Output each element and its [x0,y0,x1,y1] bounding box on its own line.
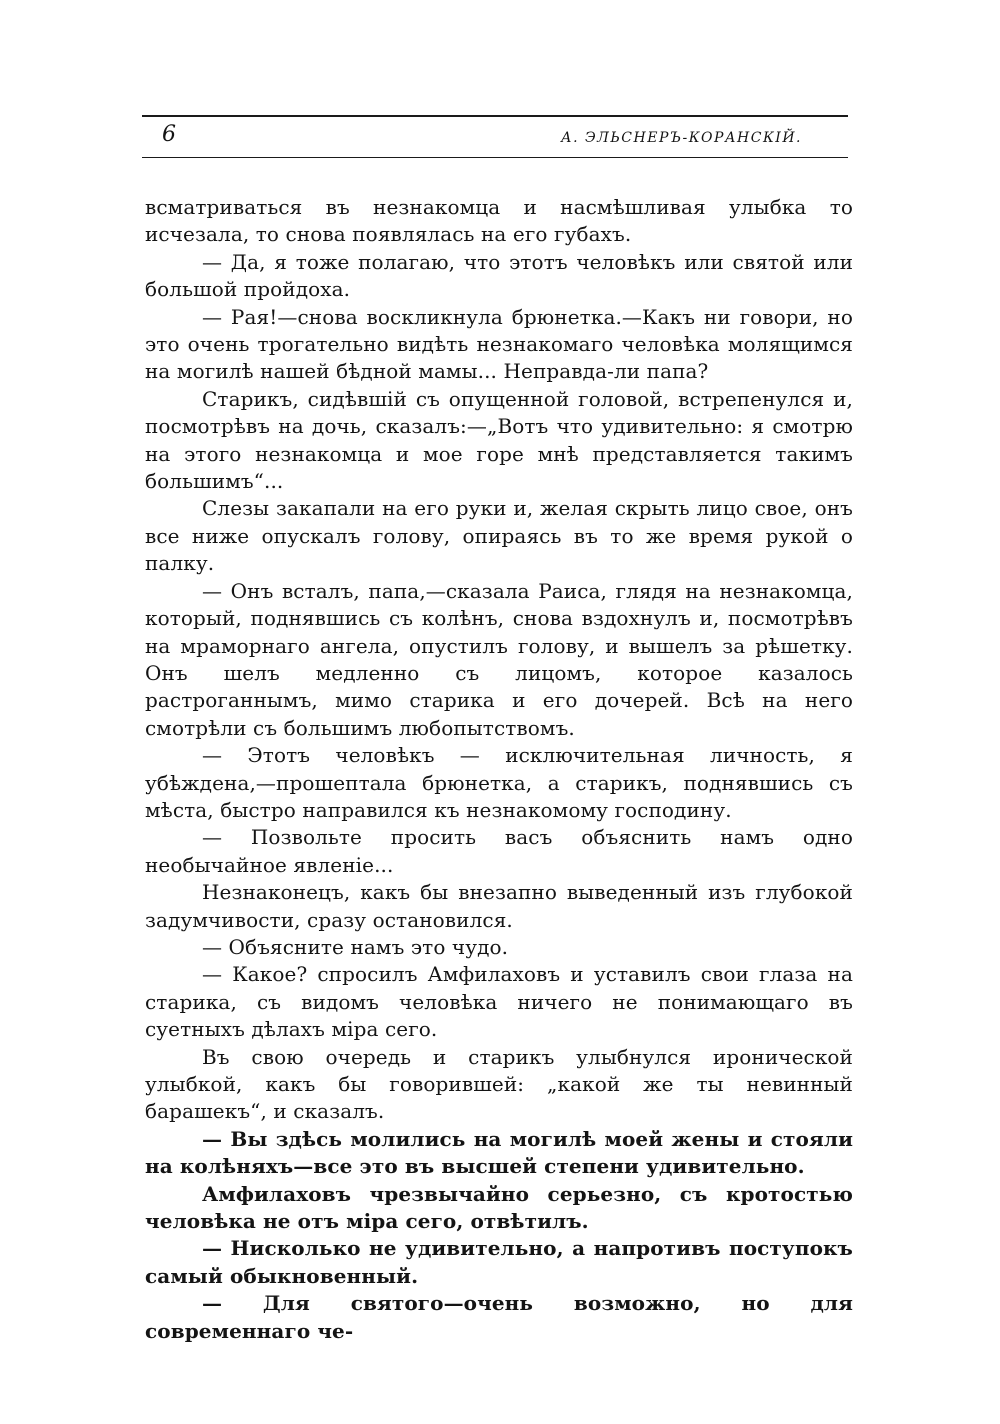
paragraph: Слезы закапали на его руки и, желая скрыть лицо свое, онъ все ниже опускалъ голову, опираясь въ то же время рукой о палку. [145,496,853,576]
paragraph: — Нисколько не удивительно, а напротивъ поступокъ самый обыкновенный. [145,1236,853,1288]
header-rule-bottom [142,157,848,158]
page-number: 6 [162,122,176,147]
paragraph: — Онъ всталъ, папа,—сказала Раиса, глядя на незнакомца, который, поднявшись съ колѣнъ, снова вздохнулъ и, посмотрѣвъ на мраморнаго ангела, опустилъ голову, и вышелъ за рѣшетку. Онъ шелъ медленно съ лицомъ, которое казалось растроганнымъ, мимо старика и его дочерей. Всѣ на него смотрѣли съ большимъ любопытствомъ. [145,578,853,740]
paragraph: — Позвольте просить васъ объяснить намъ одно необычайное явленіе... [145,825,853,877]
paragraph: — Вы здѣсь молились на могилѣ моей жены и стояли на колѣняхъ—все это въ высшей степени удивительно. [145,1126,853,1179]
paragraph: — Да, я тоже полагаю, что этотъ человѣкъ или святой или большой пройдоха. [145,249,853,302]
header-rule-top [142,115,848,117]
paragraph: Амфилаховъ чрезвычайно серьезно, съ кротостью человѣка не отъ міра сего, отвѣтилъ. [145,1181,853,1234]
paragraph: Незнаконецъ, какъ бы внезапно выведенный изъ глубокой задумчивости, сразу остановился. [145,880,853,932]
paragraph: — Объясните намъ это чудо. [202,934,509,959]
paragraph: Въ свою очередь и старикъ улыбнулся иронической улыбкой, какъ бы говорившей: „какой же ты невинный барашекъ“, и сказалъ. [145,1044,853,1124]
paragraph: — Какое? спросилъ Амфилаховъ и уставилъ свои глаза на старика, съ видомъ человѣка ничего не понимающаго въ суетныхъ дѣлахъ міра сего. [145,962,853,1042]
running-head: А. ЭЛЬСНЕРЪ-КОРАНСКІЙ. [560,130,802,146]
text-body [145,194,853,1345]
paragraph: Старикъ, сидѣвшій съ опущенной головой, встрепенулся и, посмотрѣвъ на дочь, сказалъ:—„Вотъ что удивительно: я смотрю на этого незнакомца и мое горе мнѣ представляется такимъ большимъ“... [145,386,853,494]
paragraph: — Этотъ человѣкъ — исключительная личность, я убѣждена,—прошептала брюнетка, а старикъ, поднявшись съ мѣста, быстро направился къ незнакомому господину. [145,743,853,822]
paragraph: — Рая!—снова воскликнула брюнетка.—Какъ ни говори, но это очень трогательно видѣть незнакомаго человѣка молящимся на могилѣ нашей бѣдной мамы... Неправда-ли папа? [145,304,853,384]
paragraph: всматриваться въ незнакомца и насмѣшливая улыбка то исчезала, то снова появлялась на его губахъ. [145,195,853,247]
paragraph: — Для святого—очень возможно, но для современнаго че- [145,1291,853,1343]
